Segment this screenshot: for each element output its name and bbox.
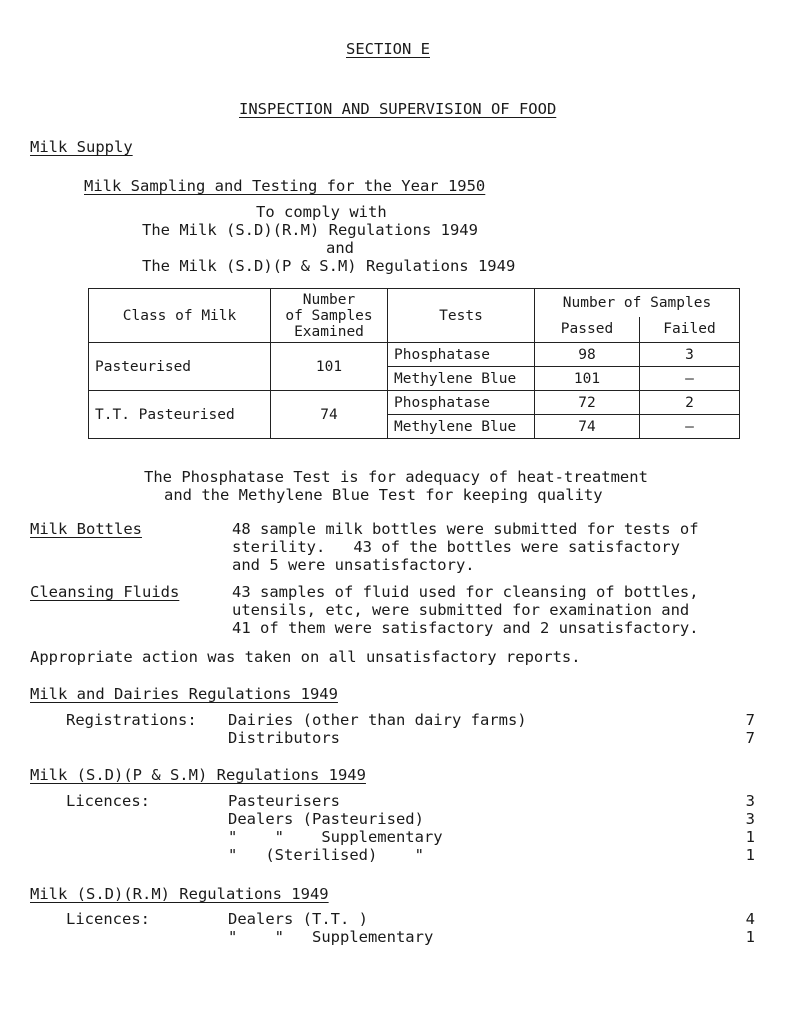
rm-count-2: 1 (745, 928, 755, 946)
note-line-2: and the Methylene Blue Test for keeping quality (164, 486, 603, 504)
psm-item-4: " (Sterilised) " (228, 846, 424, 864)
cell-test: Methylene Blue (388, 415, 535, 439)
milk-sampling-table (88, 288, 740, 439)
dairies-item-2: Distributors (228, 729, 340, 747)
table-row (89, 343, 740, 367)
fluids-line-1: 43 samples of fluid used for cleansing of bottles, (232, 583, 699, 601)
page-heading: INSPECTION AND SUPERVISION OF FOOD (239, 100, 557, 118)
cell-failed: 2 (640, 391, 740, 415)
dairies-count-1: 7 (745, 711, 755, 729)
psm-count-4: 1 (745, 846, 755, 864)
psm-title: Milk (S.D)(P & S.M) Regulations 1949 (30, 766, 366, 784)
bottles-line-2: sterility. 43 of the bottles were satisfactory (232, 538, 680, 556)
comply-line-2: The Milk (S.D)(R.M) Regulations 1949 (142, 221, 478, 239)
cell-examined: 101 (271, 343, 388, 391)
cell-passed: 74 (535, 415, 640, 439)
table-row (89, 391, 740, 415)
comply-line-4: The Milk (S.D)(P & S.M) Regulations 1949 (142, 257, 516, 275)
bottles-label: Milk Bottles (30, 520, 142, 538)
cell-test: Methylene Blue (388, 367, 535, 391)
psm-count-3: 1 (745, 828, 755, 846)
fluids-line-2: utensils, etc, were submitted for examination and (232, 601, 690, 619)
psm-label: Licences: (66, 792, 150, 810)
cell-passed: 72 (535, 391, 640, 415)
psm-count-2: 3 (745, 810, 755, 828)
rm-title: Milk (S.D)(R.M) Regulations 1949 (30, 885, 329, 903)
cell-class: T.T. Pasteurised (89, 391, 271, 439)
action-statement: Appropriate action was taken on all unsatisfactory reports. (30, 648, 581, 666)
psm-item-1: Pasteurisers (228, 792, 340, 810)
note-line-1: The Phosphatase Test is for adequacy of heat-treatment (144, 468, 648, 486)
psm-item-3: " " Supplementary (228, 828, 443, 846)
bottles-line-3: and 5 were unsatisfactory. (232, 556, 475, 574)
cell-passed: 98 (535, 343, 640, 367)
fluids-line-3: 41 of them were satisfactory and 2 unsatisfactory. (232, 619, 699, 637)
sampling-title: Milk Sampling and Testing for the Year 1950 (84, 177, 486, 195)
rm-label: Licences: (66, 910, 150, 928)
milk-supply-heading: Milk Supply (30, 138, 133, 156)
header-tests: Tests (388, 289, 535, 343)
comply-line-1: To comply with (256, 203, 387, 221)
header-samples: Number of Samples (535, 289, 740, 317)
psm-count-1: 3 (745, 792, 755, 810)
cell-failed: 3 (640, 343, 740, 367)
fluids-label: Cleansing Fluids (30, 583, 180, 601)
bottles-line-1: 48 sample milk bottles were submitted for tests of (232, 520, 699, 538)
cell-examined: 74 (271, 391, 388, 439)
dairies-title: Milk and Dairies Regulations 1949 (30, 685, 338, 703)
header-examined: Number of Samples Examined (271, 289, 388, 343)
header-failed: Failed (640, 317, 740, 343)
rm-count-1: 4 (745, 910, 755, 928)
cell-test: Phosphatase (388, 391, 535, 415)
cell-passed: 101 (535, 367, 640, 391)
cell-class: Pasteurised (89, 343, 271, 391)
header-passed: Passed (535, 317, 640, 343)
rm-item-2: " " Supplementary (228, 928, 434, 946)
dairies-item-1: Dairies (other than dairy farms) (228, 711, 527, 729)
dairies-label: Registrations: (66, 711, 197, 729)
section-title: SECTION E (346, 40, 430, 58)
psm-item-2: Dealers (Pasteurised) (228, 810, 424, 828)
dairies-count-2: 7 (745, 729, 755, 747)
cell-test: Phosphatase (388, 343, 535, 367)
comply-line-3: and (326, 239, 354, 257)
cell-failed: – (640, 367, 740, 391)
rm-item-1: Dealers (T.T. ) (228, 910, 368, 928)
cell-failed: – (640, 415, 740, 439)
header-class: Class of Milk (89, 289, 271, 343)
